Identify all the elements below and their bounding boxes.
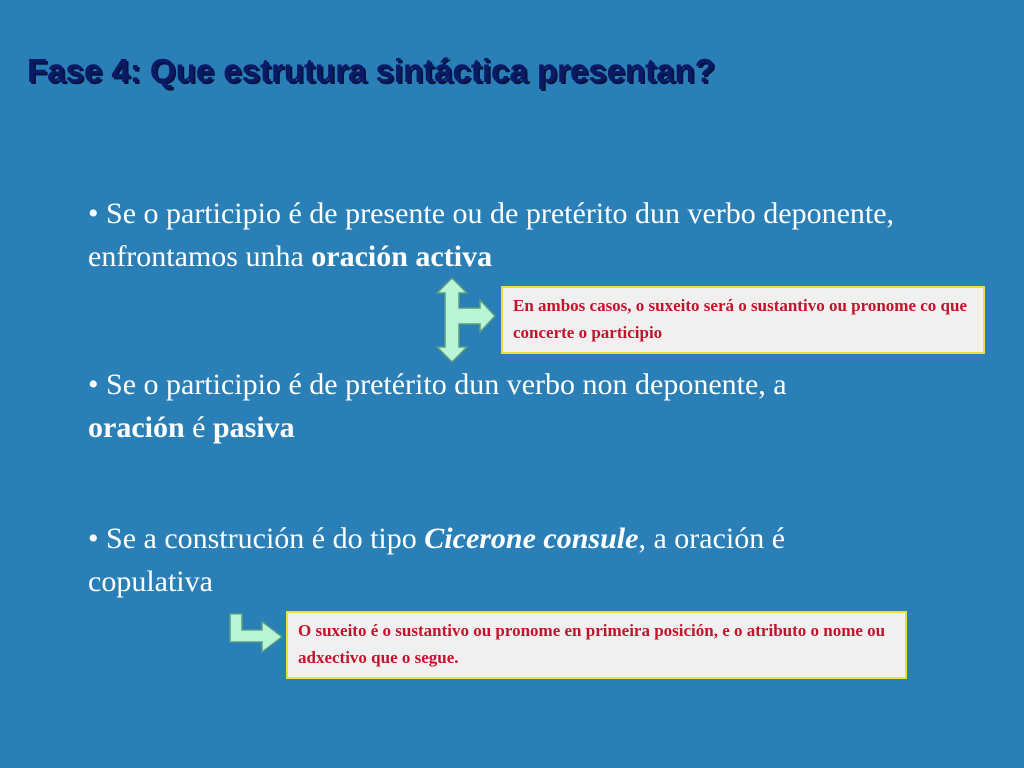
bullet-italic-example: Cicerone consule bbox=[424, 522, 639, 555]
bullet-text: • Se a construción é do tipo bbox=[88, 522, 425, 555]
bent-arrow-icon bbox=[228, 613, 284, 653]
bullet-passive-voice bbox=[88, 363, 788, 449]
note-box-copulative: O suxeito é o sustantivo ou pronome en primeira posición, e o atributo o nome ou adxectivo que o segue. bbox=[286, 611, 907, 679]
double-arrow-branch-icon bbox=[431, 278, 497, 362]
bullet-text: • Se o participio é de pretérito dun verbo non deponente, a bbox=[88, 368, 787, 401]
bullet-active-voice bbox=[88, 192, 948, 278]
bullet-text: é bbox=[184, 411, 213, 444]
note-box-subject: En ambos casos, o suxeito será o sustantivo ou pronome co que concerte o participio bbox=[501, 286, 985, 354]
bullet-emphasis: oración bbox=[88, 411, 185, 444]
bullet-emphasis: oración activa bbox=[311, 240, 493, 273]
slide-title: Fase 4: Que estrutura sintáctica presentan? bbox=[27, 52, 715, 89]
bullet-text: • Se o participio é de presente ou de pretérito dun verbo deponente, enfrontamos unha bbox=[88, 197, 895, 273]
bullet-copulative bbox=[88, 517, 848, 603]
bullet-emphasis: pasiva bbox=[212, 411, 295, 444]
bullet-text: , a oración é copulativa bbox=[88, 522, 786, 598]
